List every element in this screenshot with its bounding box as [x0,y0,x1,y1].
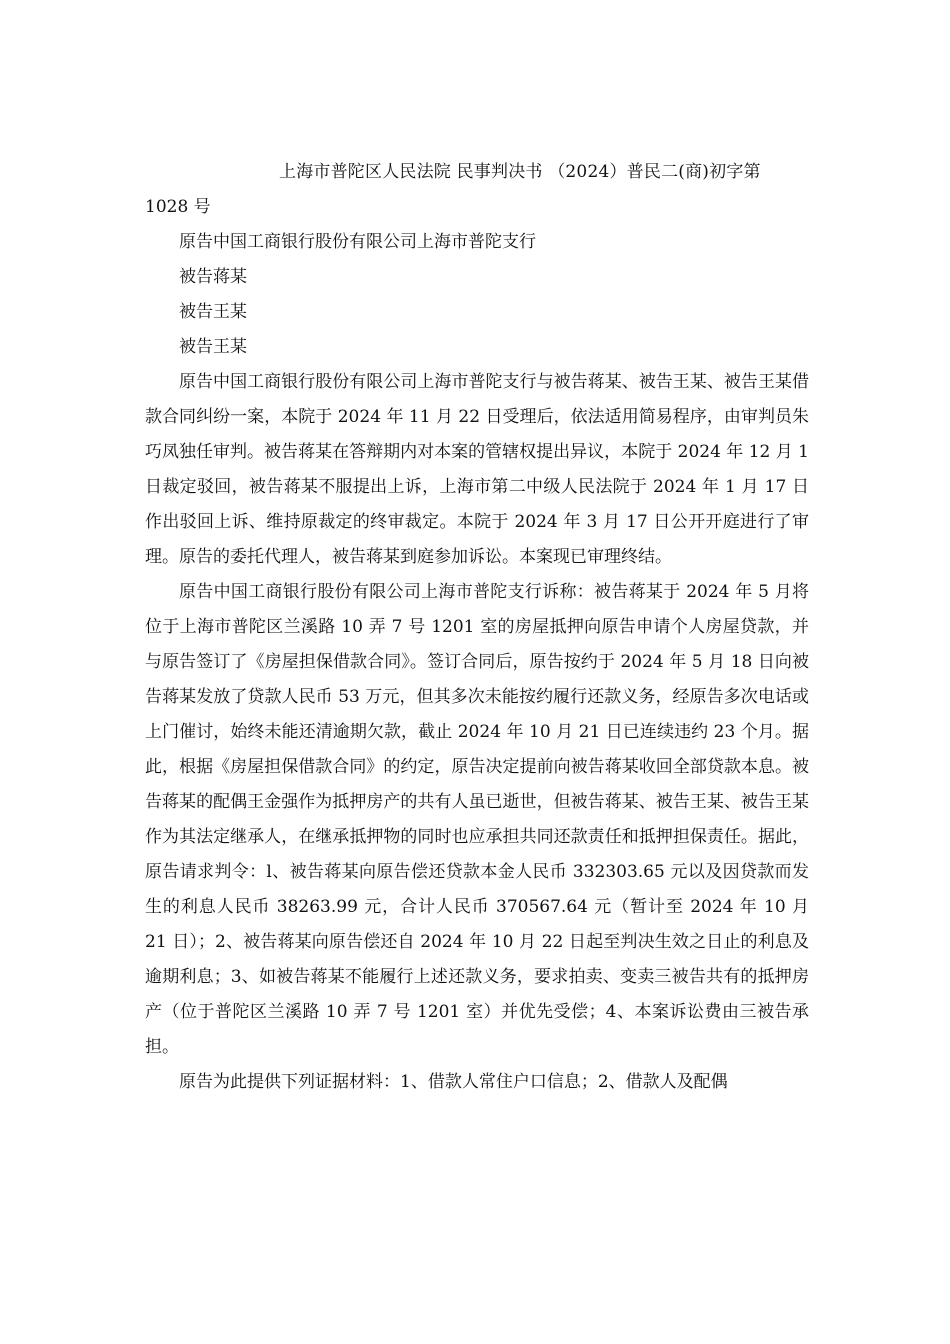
paragraph-evidence: 原告为此提供下列证据材料：1、借款人常住户口信息；2、借款人及配偶 [179,1072,728,1092]
document-title: 上海市普陀区人民法院 民事判决书 （2024）普民二(商)初字第 [279,162,761,182]
party-plaintiff: 原告中国工商银行股份有限公司上海市普陀支行 [179,232,536,252]
document-body [145,155,809,1100]
paragraph-plaintiff-claims: 原告中国工商银行股份有限公司上海市普陀支行诉称：被告蒋某于 2024 年 5 月将位于上海市普陀区兰溪路 10 弄 7 号 1201 室的房屋抵押向原告申请个人房屋贷款，并与原告签订了《房屋担保借款合同》。签订合同后，原告按约于 2024 年 5 月 18 日向被告蒋某发放了贷款人民币 53 万元，但其多次未能按约履行还款义务，经原告多次电话或上门催讨，始终未能还清逾期欠款，截止 2024 年 10 月 21 日已连续违约 23 个月。据此，根据《房屋担保借款合同》的约定，原告决定提前向被告蒋某收回全部贷款本息。被告蒋某的配偶王金强作为抵押房产的共有人虽已逝世，但被告蒋某、被告王某、被告王某作为其法定继承人，在继承抵押物的同时也应承担共同还款责任和抵押担保责任。据此，原告请求判令：l、被告蒋某向原告偿还贷款本金人民币 332303.65 元以及因贷款而发生的利息人民币 38263.99 元，合计人民币 370567.64 元（暂计至 2024 年 10 月 21 日）；2、被告蒋某向原告偿还自 2024 年 10 月 22 日起至判决生效之日止的利息及逾期利息；3、如被告蒋某不能履行上述还款义务，要求拍卖、变卖三被告共有的抵押房产（位于普陀区兰溪路 10 弄 7 号 1201 室）并优先受偿；4、本案诉讼费由三被告承担。 [145,582,809,1057]
party-defendant-3: 被告王某 [179,337,247,357]
document-case-number: 1028 号 [145,197,211,217]
party-defendant-2: 被告王某 [179,302,247,322]
paragraph-case-history: 原告中国工商银行股份有限公司上海市普陀支行与被告蒋某、被告王某、被告王某借款合同纠纷一案，本院于 2024 年 11 月 22 日受理后，依法适用简易程序，由审判员朱巧凤独任审判。被告蒋某在答辩期内对本案的管辖权提出异议，本院于 2024 年 12 月 1 日裁定驳回，被告蒋某不服提出上诉，上海市第二中级人民法院于 2024 年 1 月 17 日作出驳回上诉、维持原裁定的终审裁定。本院于 2024 年 3 月 17 日公开开庭进行了审理。原告的委托代理人，被告蒋某到庭参加诉讼。本案现已审理终结。 [145,372,809,567]
party-defendant-1: 被告蒋某 [179,267,247,287]
